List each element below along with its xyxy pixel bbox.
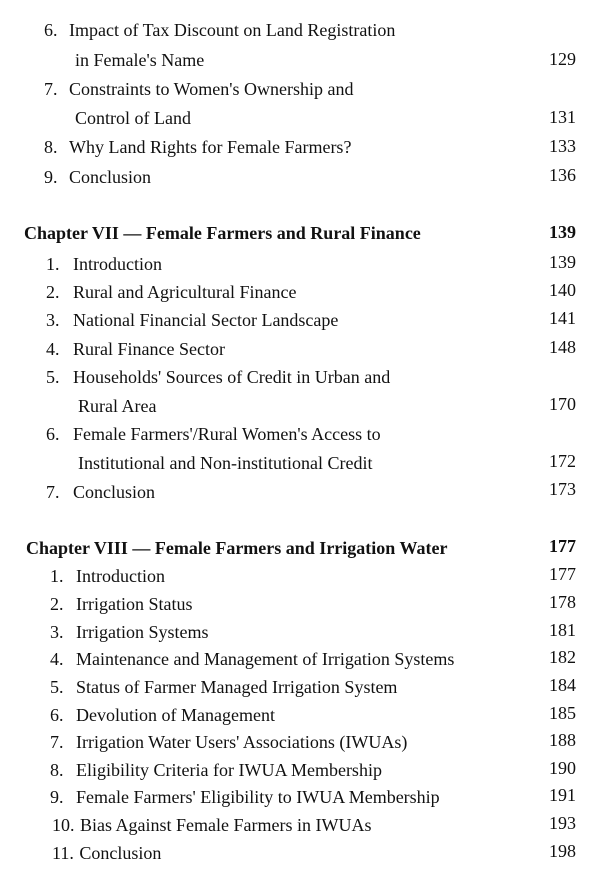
page-number: 170 xyxy=(549,394,576,414)
entry-number: 2. xyxy=(50,594,64,614)
page-number: 178 xyxy=(549,592,576,612)
entry-title: in Female's Name xyxy=(75,50,205,70)
toc-entry xyxy=(50,565,165,587)
entry-title: Introduction xyxy=(76,566,165,586)
entry-title: Constraints to Women's Ownership and xyxy=(69,79,354,99)
entry-number: 4. xyxy=(50,649,64,669)
page-number: 177 xyxy=(549,564,576,584)
page-number: 139 xyxy=(549,252,576,272)
page-number: 129 xyxy=(549,49,576,69)
toc-entry-continuation xyxy=(75,107,191,129)
entry-number: 6. xyxy=(46,424,60,444)
entry-title: Bias Against Female Farmers in IWUAs xyxy=(80,815,372,835)
entry-number: 1. xyxy=(50,566,64,586)
entry-title: Rural and Agricultural Finance xyxy=(73,282,297,302)
entry-title: Institutional and Non-institutional Credit xyxy=(78,453,373,473)
entry-number: 1. xyxy=(46,254,60,274)
entry-number: 6. xyxy=(44,20,58,40)
entry-title: Conclusion xyxy=(79,843,162,863)
entry-title: Control of Land xyxy=(75,108,191,128)
page-number: 148 xyxy=(549,337,576,357)
entry-title: Irrigation Systems xyxy=(76,622,209,642)
toc-entry xyxy=(46,423,381,445)
page-number: 131 xyxy=(549,107,576,127)
toc-entry xyxy=(46,309,338,331)
toc-entry xyxy=(44,19,395,41)
entry-title: Irrigation Status xyxy=(76,594,193,614)
toc-entry xyxy=(52,842,161,864)
entry-title: Maintenance and Management of Irrigation Systems xyxy=(76,649,455,669)
entry-title: Conclusion xyxy=(69,167,152,187)
toc-entry xyxy=(50,676,397,698)
entry-number: 5. xyxy=(50,677,64,697)
page-number: 185 xyxy=(549,703,576,723)
entry-title: Status of Farmer Managed Irrigation System xyxy=(76,677,398,697)
entry-title: Female Farmers'/Rural Women's Access to xyxy=(73,424,381,444)
toc-entry-continuation xyxy=(78,395,156,417)
entry-number: 8. xyxy=(50,760,64,780)
entry-number: 7. xyxy=(46,482,60,502)
entry-number: 5. xyxy=(46,367,60,387)
toc-entry xyxy=(46,281,296,303)
entry-title: Households' Sources of Credit in Urban and xyxy=(73,367,391,387)
entry-number: 2. xyxy=(46,282,60,302)
entry-title: National Financial Sector Landscape xyxy=(73,310,339,330)
entry-title: Introduction xyxy=(73,254,162,274)
entry-number: 8. xyxy=(44,137,58,157)
chapter-page-number: 139 xyxy=(549,222,576,242)
entry-number: 3. xyxy=(46,310,60,330)
toc-entry xyxy=(46,481,155,503)
entry-number: 9. xyxy=(44,167,58,187)
toc-entry xyxy=(44,136,351,158)
page-number: 181 xyxy=(549,620,576,640)
toc-entry xyxy=(50,648,454,670)
page-number: 182 xyxy=(549,647,576,667)
toc-entry-continuation xyxy=(75,49,204,71)
page-number: 190 xyxy=(549,758,576,778)
entry-title: Eligibility Criteria for IWUA Membership xyxy=(76,760,382,780)
entry-title: Conclusion xyxy=(73,482,156,502)
page-number: 172 xyxy=(549,451,576,471)
entry-title: Why Land Rights for Female Farmers? xyxy=(69,137,352,157)
entry-title: Female Farmers' Eligibility to IWUA Membership xyxy=(76,787,440,807)
entry-number: 4. xyxy=(46,339,60,359)
toc-entry xyxy=(46,253,162,275)
page-number: 136 xyxy=(549,165,576,185)
page-number: 173 xyxy=(549,479,576,499)
entry-title: Irrigation Water Users' Associations (IWUAs) xyxy=(76,732,408,752)
page-number: 184 xyxy=(549,675,576,695)
toc-entry xyxy=(44,78,353,100)
chapter-page-number: 177 xyxy=(549,536,576,556)
toc-entry xyxy=(50,759,382,781)
chapter-heading: Chapter VIII — Female Farmers and Irrigation Water xyxy=(26,538,448,558)
entry-number: 6. xyxy=(50,705,64,725)
entry-title: Impact of Tax Discount on Land Registration xyxy=(69,20,396,40)
toc-entry xyxy=(50,704,275,726)
entry-number: 11. xyxy=(52,843,74,863)
page-number: 191 xyxy=(549,785,576,805)
toc-entry xyxy=(50,731,407,753)
entry-number: 9. xyxy=(50,787,64,807)
entry-number: 7. xyxy=(50,732,64,752)
page-number: 140 xyxy=(549,280,576,300)
page-number: 141 xyxy=(549,308,576,328)
toc-entry xyxy=(46,338,225,360)
page-number: 193 xyxy=(549,813,576,833)
page-number: 133 xyxy=(549,136,576,156)
toc-entry xyxy=(52,814,371,836)
toc-entry xyxy=(44,166,151,188)
toc-entry-continuation xyxy=(78,452,372,474)
page-number: 188 xyxy=(549,730,576,750)
entry-number: 7. xyxy=(44,79,58,99)
entry-title: Rural Area xyxy=(78,396,157,416)
entry-title: Devolution of Management xyxy=(76,705,275,725)
chapter-heading: Chapter VII — Female Farmers and Rural Finance xyxy=(24,223,421,243)
toc-entry xyxy=(50,621,209,643)
entry-number: 10. xyxy=(52,815,75,835)
toc-entry xyxy=(46,366,390,388)
entry-title: Rural Finance Sector xyxy=(73,339,225,359)
toc-entry xyxy=(50,786,440,808)
page-number: 198 xyxy=(549,841,576,861)
toc-entry xyxy=(50,593,192,615)
entry-number: 3. xyxy=(50,622,64,642)
